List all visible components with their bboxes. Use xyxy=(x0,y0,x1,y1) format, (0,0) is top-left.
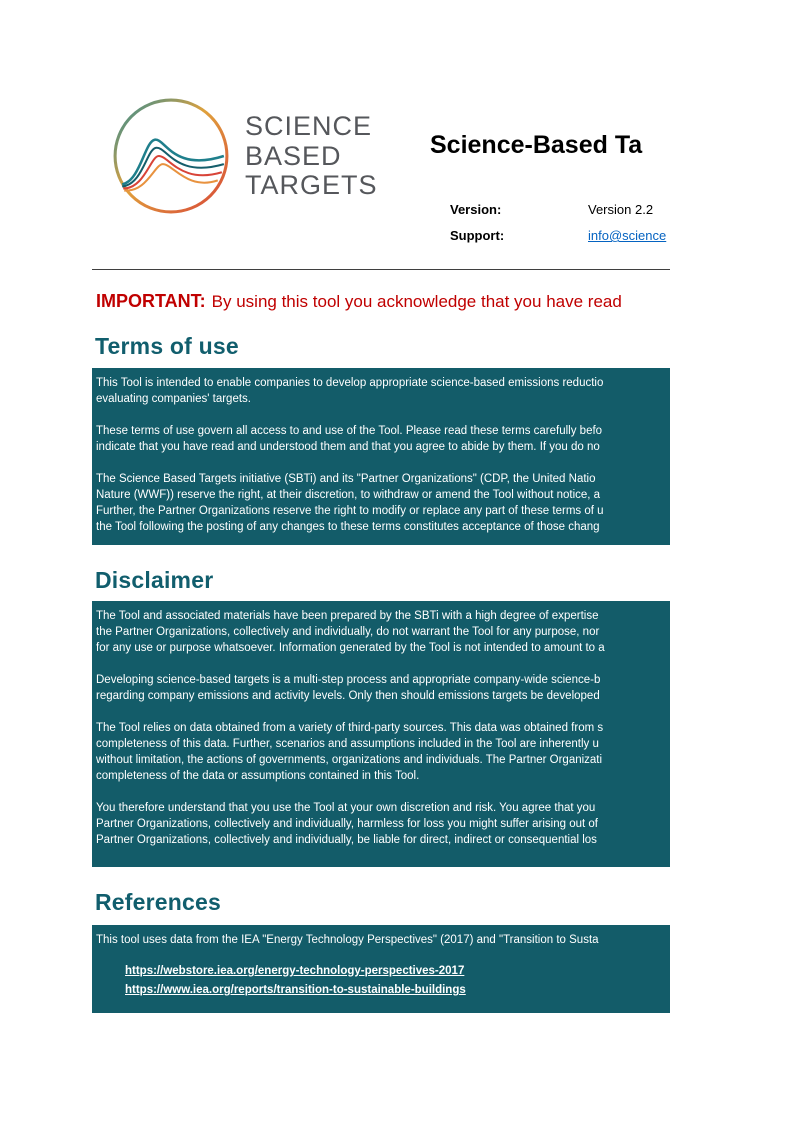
important-text: By using this tool you acknowledge that you have read xyxy=(211,292,622,311)
text-line: Nature (WWF)) reserve the right, at their discretion, to withdraw or amend the Tool without notice, a xyxy=(96,489,601,501)
text-line: evaluating companies' targets. xyxy=(96,393,251,405)
references-panel xyxy=(92,925,670,1013)
important-label: IMPORTANT: xyxy=(96,291,206,311)
text-line: regarding company emissions and activity levels. Only then should emissions targets be developed xyxy=(96,690,600,702)
paragraph xyxy=(96,471,666,535)
terms-of-use-panel xyxy=(92,368,670,545)
text-line: completeness of this data. Further, scenarios and assumptions included in the Tool are inherently u xyxy=(96,738,599,750)
references-heading: References xyxy=(95,889,222,915)
text-line: The Tool and associated materials have been prepared by the SBTi with a high degree of expertise xyxy=(96,610,599,622)
text-line: These terms of use govern all access to and use of the Tool. Please read these terms carefully befo xyxy=(96,425,603,437)
logo-wordmark-line: SCIENCE xyxy=(245,111,373,141)
paragraph xyxy=(96,375,666,407)
disclaimer-heading: Disclaimer xyxy=(95,567,214,593)
text-line: indicate that you have read and understood them and that you agree to abide by them. If you do no xyxy=(96,441,600,453)
logo-wordmark-line: BASED xyxy=(245,140,342,171)
paragraph xyxy=(96,800,666,848)
support-email-link[interactable]: info@science xyxy=(588,228,667,243)
paragraph xyxy=(96,720,666,784)
text-line: without limitation, the actions of governments, organizations and individuals. The Partner Organizati xyxy=(96,754,603,766)
version-label: Version: xyxy=(450,202,502,217)
text-line: The Science Based Targets initiative (SBTi) and its "Partner Organizations" (CDP, the United Natio xyxy=(96,473,596,485)
text-line: Developing science-based targets is a multi-step process and appropriate company-wide science-b xyxy=(96,674,601,686)
important-notice xyxy=(96,291,670,312)
text-line: the Tool following the posting of any changes to these terms constitutes acceptance of those chang xyxy=(96,521,600,533)
text-line: completeness of the data or assumptions contained in this Tool. xyxy=(96,770,420,782)
version-value: Version 2.2 xyxy=(588,202,654,217)
paragraph xyxy=(96,608,666,656)
text-line: for any use or purpose whatsoever. Information generated by the Tool is not intended to amount to a xyxy=(96,642,605,654)
text-line: This tool uses data from the IEA "Energy Technology Perspectives" (2017) and "Transition to Susta xyxy=(96,934,599,946)
paragraph xyxy=(96,672,666,704)
support-label: Support: xyxy=(450,228,505,243)
text-line: Partner Organizations, collectively and individually, be liable for direct, indirect or consequential los xyxy=(96,834,597,846)
logo-wordmark xyxy=(245,112,378,201)
sbt-logo-icon xyxy=(110,95,232,217)
text-line: You therefore understand that you use the Tool at your own discretion and risk. You agree that you xyxy=(96,802,596,814)
reference-link-sustainable-buildings[interactable]: https://www.iea.org/reports/transition-to-sustainable-buildings xyxy=(125,984,466,996)
page-title: Science-Based Ta xyxy=(430,131,643,159)
logo-wordmark-line: TARGETS xyxy=(245,170,378,200)
text-line: Further, the Partner Organizations reserve the right to modify or replace any part of these terms of u xyxy=(96,505,604,517)
paragraph xyxy=(96,423,666,455)
divider-line xyxy=(92,269,670,270)
terms-of-use-heading: Terms of use xyxy=(95,333,239,359)
text-line: The Tool relies on data obtained from a variety of third-party sources. This data was obtained from s xyxy=(96,722,604,734)
text-line: This Tool is intended to enable companies to develop appropriate science-based emissions reductio xyxy=(96,377,604,389)
disclaimer-panel xyxy=(92,601,670,867)
reference-link-etp-2017[interactable]: https://webstore.iea.org/energy-technology-perspectives-2017 xyxy=(125,965,465,977)
reference-links xyxy=(96,963,666,998)
paragraph xyxy=(96,932,666,948)
text-line: the Partner Organizations, collectively and individually, do not warrant the Tool for any purpose, nor xyxy=(96,626,600,638)
text-line: Partner Organizations, collectively and individually, harmless for loss you might suffer arising out of xyxy=(96,818,598,830)
